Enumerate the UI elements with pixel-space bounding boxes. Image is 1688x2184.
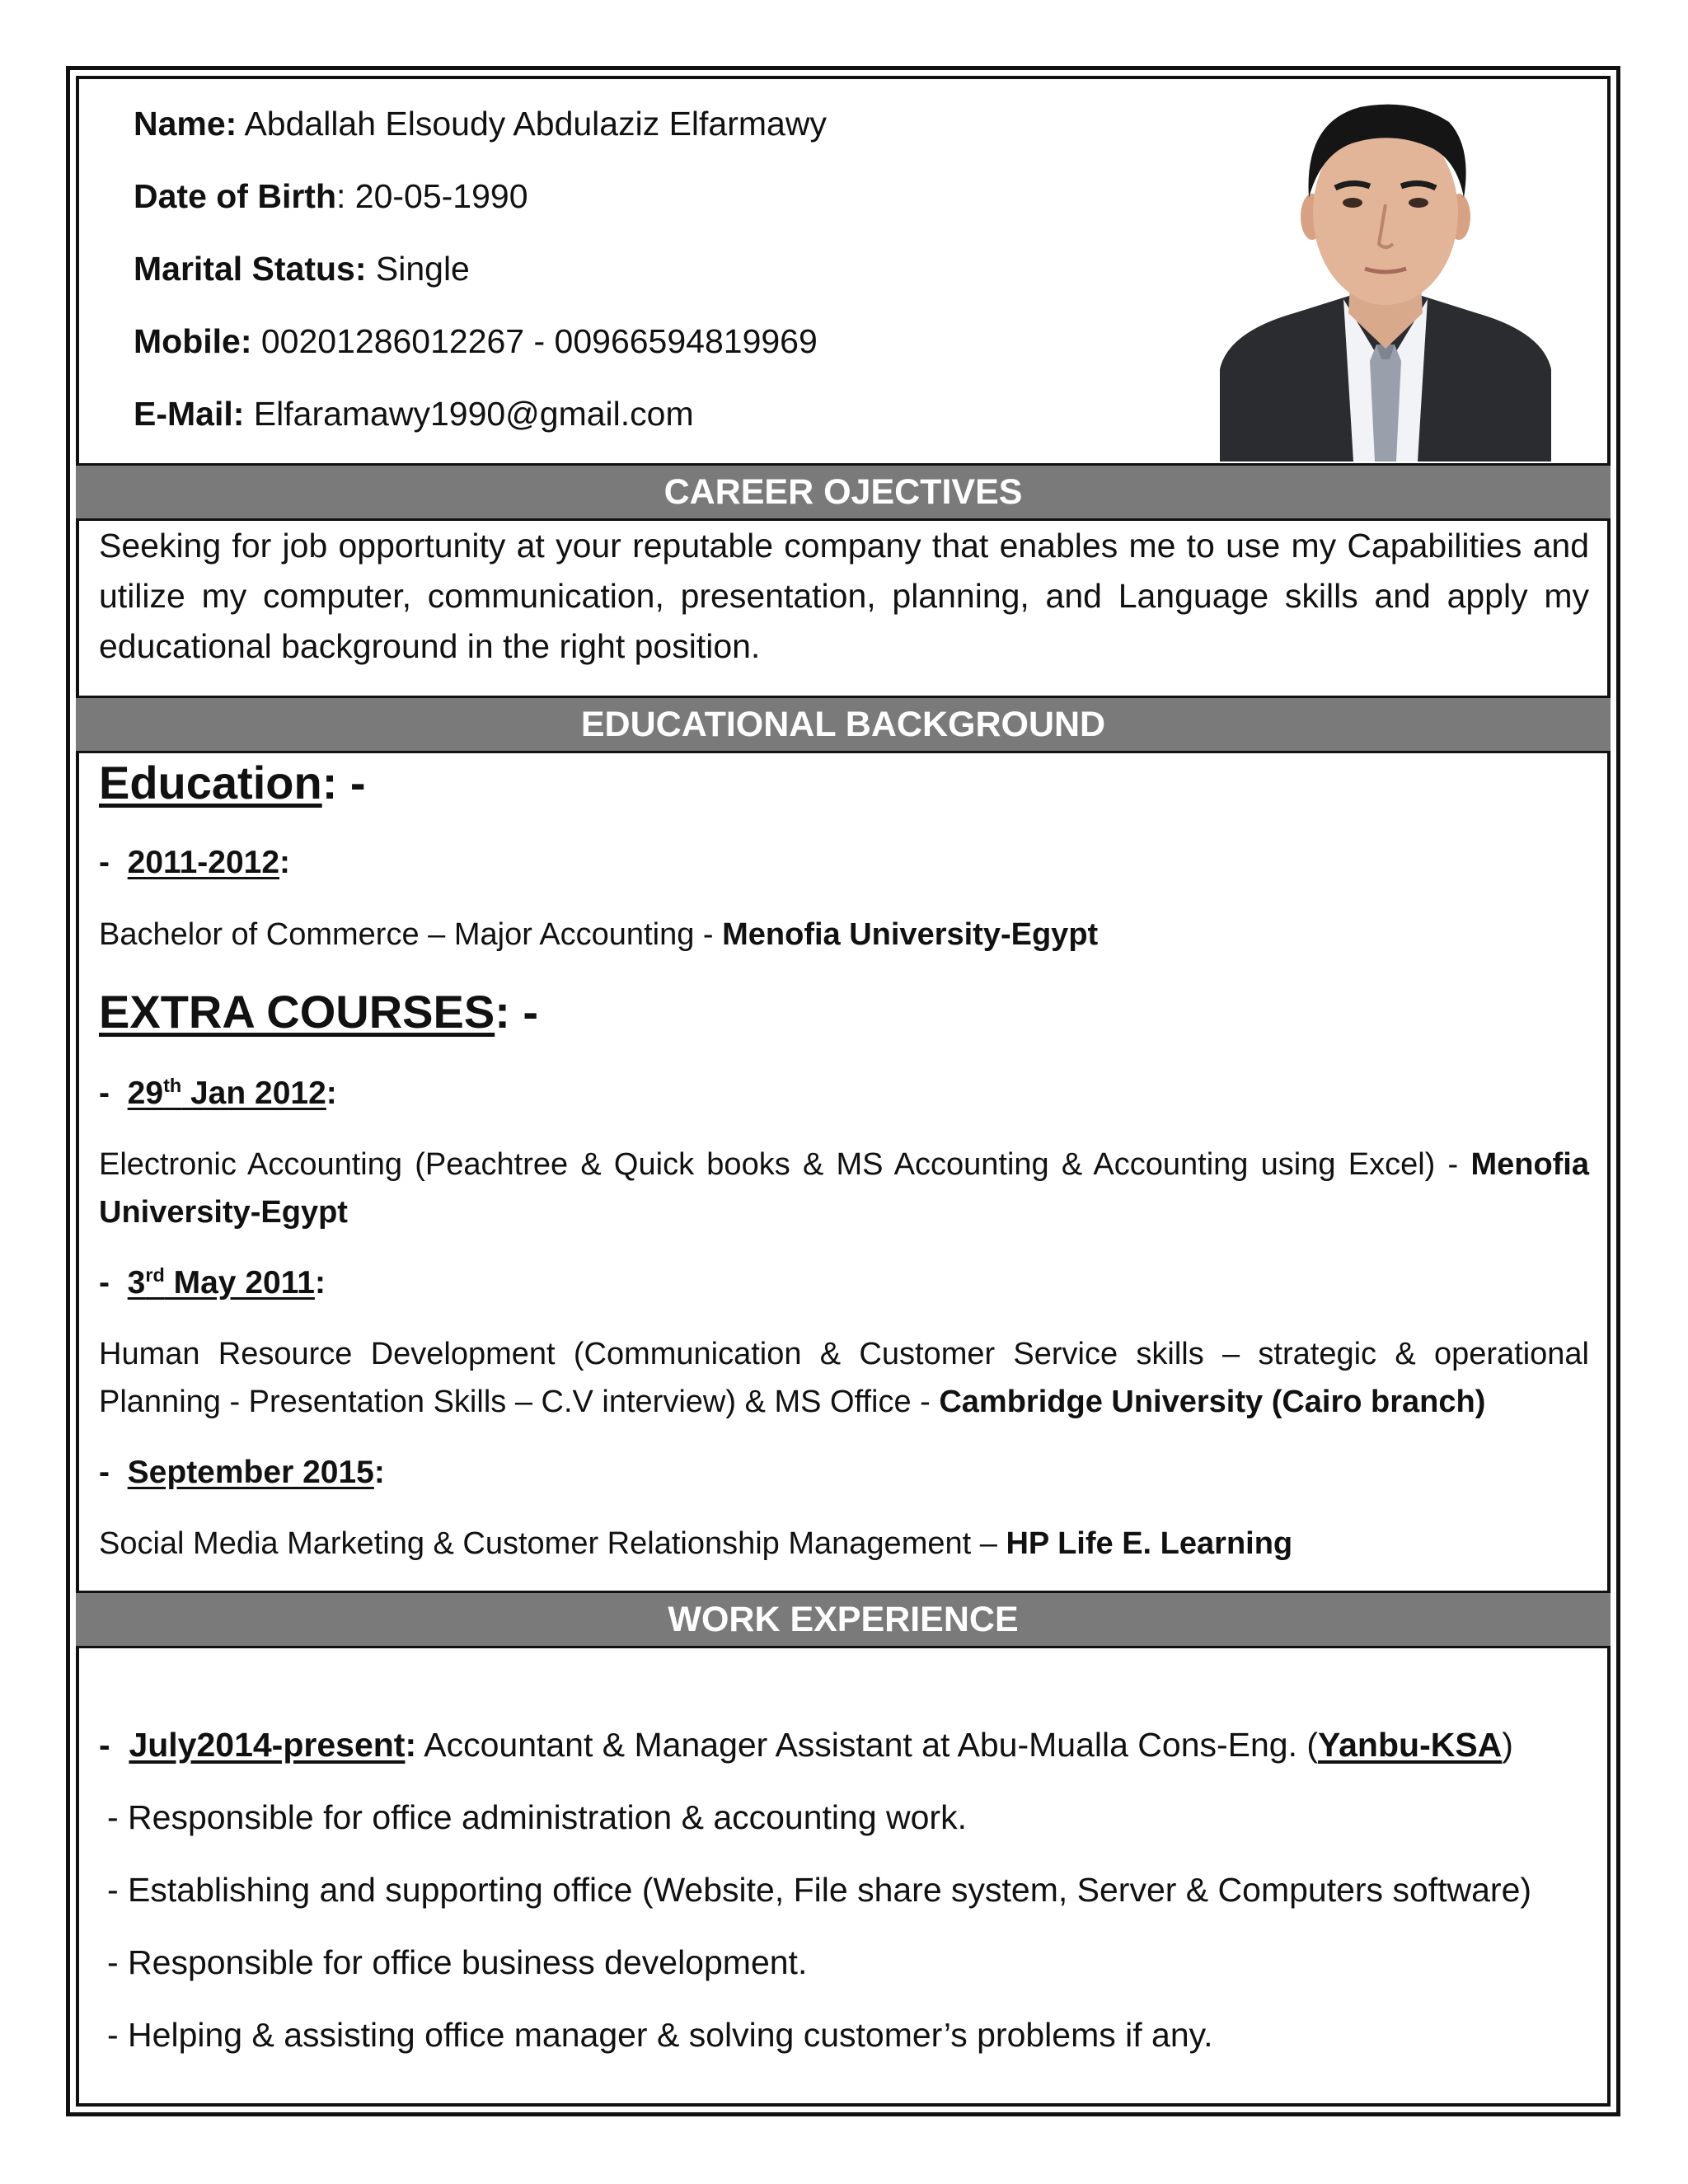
email-line <box>134 393 694 434</box>
work-duty: - Responsible for office business development. <box>107 1943 808 1981</box>
education-heading-suffix: : - <box>321 757 366 808</box>
name-label: Name: <box>134 105 237 143</box>
mobile-line <box>134 321 818 362</box>
course-description <box>99 1141 1589 1236</box>
education-heading-text: Education <box>99 757 322 808</box>
career-objectives-header <box>76 463 1611 521</box>
work-location: Yanbu-KSA <box>1318 1726 1503 1764</box>
course-institution: Cambridge University (Cairo branch) <box>939 1385 1486 1419</box>
name-line <box>134 103 827 144</box>
profile-photo <box>1220 97 1551 462</box>
work-duty: - Helping & assisting office manager & solving customer’s problems if any. <box>107 2016 1213 2054</box>
education-date: 2011-2012 <box>127 845 280 880</box>
course-text: Human Resource Development (Communication & Customer Service skills – strategic & operational Planning - Presentation Skills – C.V interview) & MS Office - <box>99 1337 1589 1419</box>
work-duty: - Establishing and supporting office (Website, File share system, Server & Computers software) <box>107 1871 1532 1909</box>
work-duty: - Responsible for office administration & accounting work. <box>107 1798 967 1836</box>
career-objectives-title: CAREER OJECTIVES <box>663 472 1023 512</box>
name-value: Abdallah Elsoudy Abdulaziz Elfarmawy <box>237 105 827 143</box>
dob-value: : 20-05-1990 <box>336 177 528 215</box>
email-value: Elfaramawy1990@gmail.com <box>244 395 694 433</box>
work-position-line: - July2014-present: Accountant & Manager Assistant at Abu-Mualla Cons-Eng. (Yanbu-KSA) <box>99 1726 1513 1764</box>
educational-background-header <box>76 696 1611 753</box>
career-objectives-text: Seeking for job opportunity at your reputable company that enables me to use my Capabilities and utilize my computer, communication, presentation, planning, and Language skills and apply my educational background in the right position. <box>99 527 1589 665</box>
dob-label: Date of Birth <box>134 177 336 215</box>
education-institution: Menofia University-Egypt <box>722 917 1099 952</box>
work-experience-title: WORK EXPERIENCE <box>668 1600 1019 1639</box>
course-date: 29th Jan 2012 <box>127 1075 326 1111</box>
marital-line <box>134 248 470 289</box>
extra-courses-heading <box>99 985 538 1039</box>
course-date: 3rd May 2011 <box>127 1264 315 1301</box>
mobile-label: Mobile: <box>134 322 252 360</box>
course-description <box>99 1520 1589 1568</box>
work-period: July2014-present <box>129 1726 406 1764</box>
marital-label: Marital Status: <box>134 250 367 288</box>
mobile-value: 00201286012267 - 00966594819969 <box>251 322 818 360</box>
course-institution: HP Life E. Learning <box>1006 1526 1293 1561</box>
educational-background-title: EDUCATIONAL BACKGROUND <box>580 705 1106 744</box>
marital-value: Single <box>366 250 470 288</box>
education-date-line: - 2011-2012: <box>99 845 291 880</box>
education-degree-line <box>99 911 1589 958</box>
work-experience-header <box>76 1591 1611 1648</box>
email-label: E-Mail: <box>134 395 245 433</box>
course-description <box>99 1330 1589 1426</box>
course-text: Social Media Marketing & Customer Relationship Management – <box>99 1526 1006 1561</box>
work-role: Accountant & Manager Assistant at Abu-Mualla Cons-Eng. ( <box>416 1726 1319 1764</box>
dob-line <box>134 176 528 217</box>
extra-courses-heading-suffix: : - <box>495 986 539 1038</box>
course-date: September 2015 <box>127 1455 374 1490</box>
course-date-line: - September 2015: <box>99 1455 385 1490</box>
extra-courses-heading-text: EXTRA COURSES <box>99 986 495 1038</box>
education-heading <box>99 756 366 810</box>
course-text: Electronic Accounting (Peachtree & Quick books & MS Accounting & Accounting using Excel) - <box>99 1147 1471 1182</box>
course-date-line: - 3rd May 2011: <box>99 1264 326 1301</box>
course-date-line: - 29th Jan 2012: <box>99 1075 337 1111</box>
education-degree: Bachelor of Commerce – Major Accounting - <box>99 917 723 952</box>
course-institution: Menofia University-Egypt <box>99 1147 1589 1230</box>
